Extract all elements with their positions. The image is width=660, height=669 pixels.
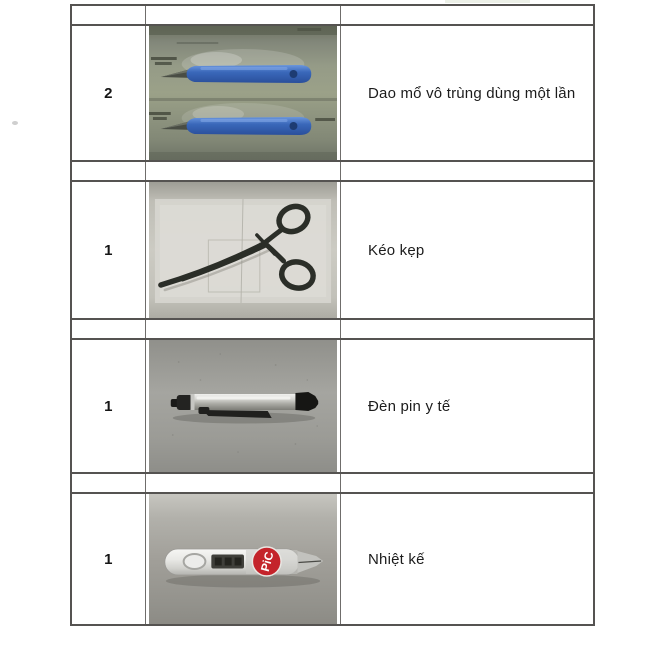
scalpels-photo (149, 26, 337, 160)
header-quantity-cell (72, 6, 146, 24)
description-cell (341, 340, 593, 472)
photo-cell (146, 494, 341, 624)
header-row (72, 6, 593, 26)
pic-logo (252, 547, 281, 576)
quantity-value: 1 (104, 241, 113, 259)
thermometer (165, 547, 323, 588)
item-description: Nhiệt kế (368, 550, 425, 568)
spacer-row (72, 162, 593, 182)
item-description: Kéo kẹp (368, 241, 425, 259)
photo-cell (146, 182, 341, 318)
quantity-cell (72, 494, 146, 624)
quantity-value: 1 (104, 550, 113, 568)
penlight-photo (149, 340, 337, 472)
scan-artifact (12, 121, 18, 125)
table-row (72, 340, 593, 474)
quantity-cell (72, 182, 146, 318)
thermometer-photo (149, 494, 337, 624)
quantity-value: 2 (104, 84, 113, 102)
table-row (72, 26, 593, 162)
spacer-row (72, 320, 593, 340)
description-cell (341, 182, 593, 318)
quantity-value: 1 (104, 397, 113, 415)
quantity-cell (72, 26, 146, 160)
items-table (70, 4, 595, 626)
photo-cell (146, 26, 341, 160)
header-photo-cell (146, 6, 341, 24)
item-description: Đèn pin y tế (368, 397, 451, 415)
table-row (72, 494, 593, 624)
header-description-cell (341, 6, 593, 24)
quantity-cell (72, 340, 146, 472)
spacer-row (72, 474, 593, 494)
forceps-photo (149, 182, 337, 318)
item-description: Dao mổ vô trùng dùng một lần (368, 84, 576, 102)
photo-cell (146, 340, 341, 472)
penlight (171, 392, 318, 424)
description-cell (341, 494, 593, 624)
scan-smudge (445, 0, 530, 3)
table-row (72, 182, 593, 320)
pic-logo-text: PiC (257, 550, 277, 574)
description-cell (341, 26, 593, 160)
